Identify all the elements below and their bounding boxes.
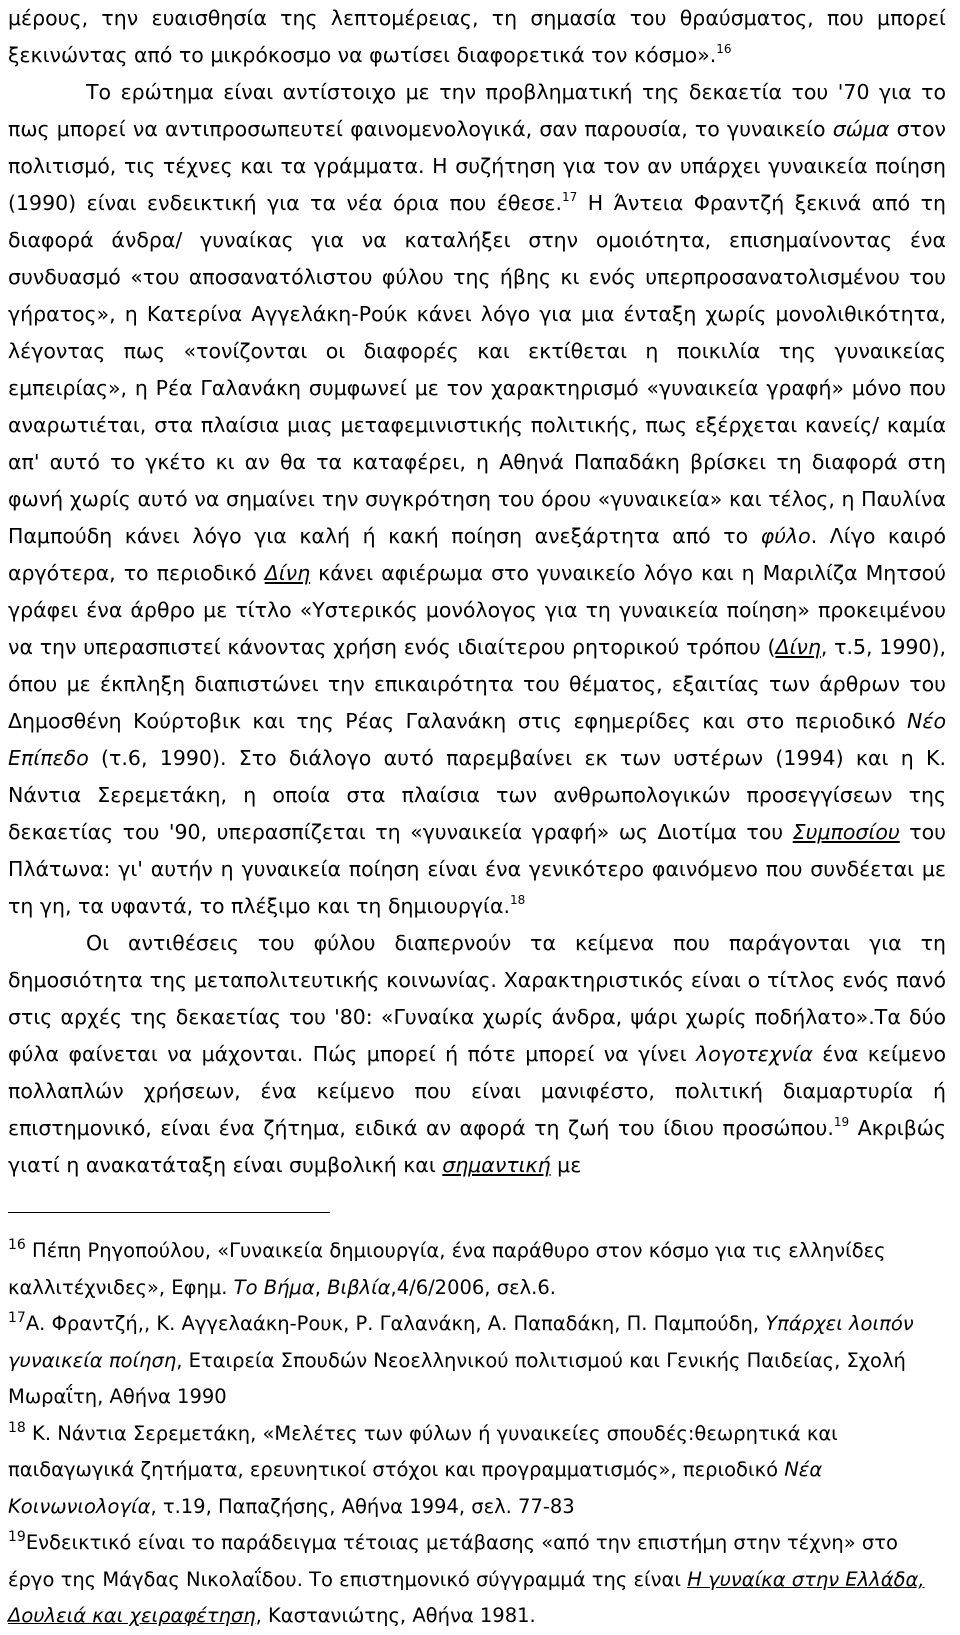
journal-title: Δίνη [775, 635, 821, 659]
journal-title: Δίνη [264, 561, 311, 585]
publication-title: Βιβλία [327, 1275, 391, 1299]
footnote-ref-16[interactable]: 16 [716, 42, 732, 56]
footnotes [8, 1233, 946, 1635]
text-run: , τ.5, 1990), όπου με έκπληξη διαπιστώνει την επικαιρότητα του θέματος, εξαιτίας των άρθρων του Δημοσθένη Κούρτοβικ και της Ρέας Γαλανάκη στις εφημερίδες και στο περιοδικό [8, 635, 946, 733]
text-run: , Εταιρεία Σπουδών Νεοελληνικού πολιτισμού και Γενικής Παιδείας, Σχολή Μωραΐτη, Αθήνα 1990 [8, 1348, 906, 1408]
footnote-separator [8, 1212, 330, 1213]
text-run: Το ερώτημα είναι αντίστοιχο με την προβληματική της δεκαετία του '70 για το πως μπορεί να αντιπροσωπευτεί φαινομενολογικά, σαν παρουσία, το γυναικείο [8, 80, 946, 141]
text-run: μέρους, την ευαισθησία της λεπτομέρειας, τη σημασία του θραύσματος, που μπορεί ξεκινώντας από το μικρόκοσμο να φωτίσει διαφορετικά τον κόσμο». [8, 6, 946, 67]
paragraph-3 [8, 925, 946, 1184]
footnote-ref-17[interactable]: 17 [562, 190, 578, 204]
publication-title: Η γυναίκα στην Ελλάδα, Δουλειά και χειραφέτηση [8, 1567, 925, 1627]
paragraph-2 [8, 74, 946, 925]
text-run: . Λίγο καιρό αργότερα, το περιοδικό [8, 524, 946, 585]
italic-term: λογοτεχνία [696, 1042, 813, 1066]
italic-term: σώμα [832, 117, 890, 141]
footnote-ref-19[interactable]: 19 [833, 1115, 850, 1129]
publication-title: Υπάρχει λοιπόν γυναικεία ποίηση [8, 1312, 914, 1372]
text-run: , [314, 1275, 328, 1299]
text-run: ,4/6/2006, σελ.6. [390, 1275, 556, 1299]
footnote-16 [8, 1233, 946, 1306]
footnote-19 [8, 1525, 946, 1635]
text-run: , τ.19, Παπαζήσης, Αθήνα 1994, σελ. 77-83 [150, 1494, 575, 1518]
text-run: Ενδεικτικό είναι το παράδειγμα τέτοιας μετάβασης «από την επιστήμη στην τέχνη» στο έργο της Μάγδας Νικολαΐδου. Το επιστημονικό σύγγραμμά της είναι [8, 1531, 898, 1591]
journal-title: Νέο Επίπεδο [8, 709, 946, 770]
text-run: του Πλάτωνα: γι' αυτήν η γυναικεία ποίηση είναι ένα γενικότερο φαινόμενο που συνδέεται με τη γη, τα υφαντά, το πλέξιμο και τη δημιουργία. [8, 820, 947, 918]
text-run: Ακριβώς γιατί η ανακατάταξη είναι συμβολική και [8, 1116, 946, 1177]
text-run: ένα κείμενο πολλαπλών χρήσεων, ένα κείμενο που είναι μανιφέστο, πολιτική διαμαρτυρία ή επιστημονικό, είναι ένα ζήτημα, ειδικά αν αφορά τη ζωή του ίδιου προσώπου. [8, 1042, 946, 1140]
footnote-number: 17 [8, 1310, 26, 1326]
text-run: κάνει αφιέρωμα στο γυναικείο λόγο και η Μαριλίζα Μητσού γράφει ένα άρθρο με τίτλο «Υστερικός μονόλογος για τη γυναικεία ποίηση» προκειμένου να την υπερασπιστεί κάνοντας χρήση ενός ιδιαίτερου ρητορικού τρόπου ( [8, 561, 946, 659]
footnote-number: 16 [8, 1237, 26, 1253]
publication-title: Το Βήμα [233, 1275, 315, 1299]
footnote-number: 18 [8, 1419, 26, 1436]
text-run: Η Άντεια Φραντζή ξεκινά από τη διαφορά άνδρα/ γυναίκας για να καταλήξει στην ομοιότητα, επισημαίνοντας ένα συνδυασμό «του αποσανατόλιστου φύλου της ήβης κι ενός υπερπροσανατολισμένου του γήρατος», η Κατερίνα Αγγελάκη-Ρούκ κάνει λόγο για μια ένταξη χωρίς μονολιθικότητα, λέγοντας πως «τονίζονται οι διαφορές και εκτίθεται η ποικιλία της γυναικείας εμπειρίας», η Ρέα Γαλανάκη συμφωνεί με τον χαρακτηρισμό «γυναικεία γραφή» μόνο που αναρωτιέται, στα πλαίσια μιας μεταφεμινιστικής πολιτικής, πως εξέρχεται κανείς/ καμία απ' αυτό το γκέτο κι αν θα τα καταφέρει, η Αθηνά Παπαδάκη βρίσκει τη διαφορά στη φωνή χωρίς αυτό να σημαίνει την συγκρότηση του όρου «γυναικεία» και τέλος, η Παυλίνα Παμπούδη κάνει λόγο για καλή ή κακή ποίηση ανεξάρτητα από το [8, 191, 946, 548]
publication-title: Νέα Κοινωνιολογία [8, 1458, 823, 1518]
italic-term: σημαντική [442, 1153, 551, 1177]
text-run: Α. Φραντζή,, Κ. Αγγελαάκη-Ρουκ, Ρ. Γαλανάκη, Α. Παπαδάκη, Π. Παμπούδη, [25, 1312, 766, 1335]
text-run: Κ. Νάντια Σερεμετάκη, «Μελέτες των φύλων ή γυναικείες σπουδές:θεωρητικά και παιδαγωγικά ζητήματα, ερευνητικοί στόχοι και προγραμματισμός», περιοδικό [8, 1421, 838, 1481]
text-run: Οι αντιθέσεις του φύλου διαπερνούν τα κείμενα που παράγονται για τη δημοσιότητα της μεταπολιτευτικής κοινωνίας. Χαρακτηριστικός είναι ο τίτλος ενός πανό στις αρχές της δεκαετίας του '80: «Γυναίκα χωρίς άνδρα, ψάρι χωρίς ποδήλατο».Τα δύο φύλα φαίνεται να μάχονται. Πώς μπορεί ή πότε μπορεί να γίνει [8, 931, 946, 1066]
paragraph-1 [8, 0, 946, 74]
footnote-17 [8, 1306, 946, 1416]
text-run: , Καστανιώτης, Αθήνα 1981. [255, 1604, 536, 1627]
text-run: Πέπη Ρηγοπούλου, «Γυναικεία δημιουργία, ένα παράθυρο στον κόσμο για τις ελληνίδες καλλιτέχνιδες», Εφημ. [8, 1239, 886, 1299]
footnote-ref-18[interactable]: 18 [509, 893, 526, 907]
footnote-number: 19 [8, 1529, 26, 1545]
work-title: Συμποσίου [792, 820, 900, 844]
text-run: (τ.6, 1990). Στο διάλογο αυτό παρεμβαίνει εκ των υστέρων (1994) και η Κ. Νάντια Σερεμετάκη, η οποία στα πλαίσια των ανθρωπολογικών προσεγγίσεων της δεκαετίας του '90, υπερασπίζεται τη «γυναικεία γραφή» ως Διοτίμα του [8, 746, 946, 844]
footnote-18 [8, 1416, 946, 1526]
text-run: με [550, 1153, 582, 1177]
italic-term: φύλο [760, 524, 811, 548]
text-run: στον πολιτισμό, τις τέχνες και τα γράμματα. Η συζήτηση για τον αν υπάρχει γυναικεία ποίηση (1990) είναι ενδεικτική για τα νέα όρια που έθεσε. [8, 117, 946, 215]
body-text [8, 0, 946, 1184]
